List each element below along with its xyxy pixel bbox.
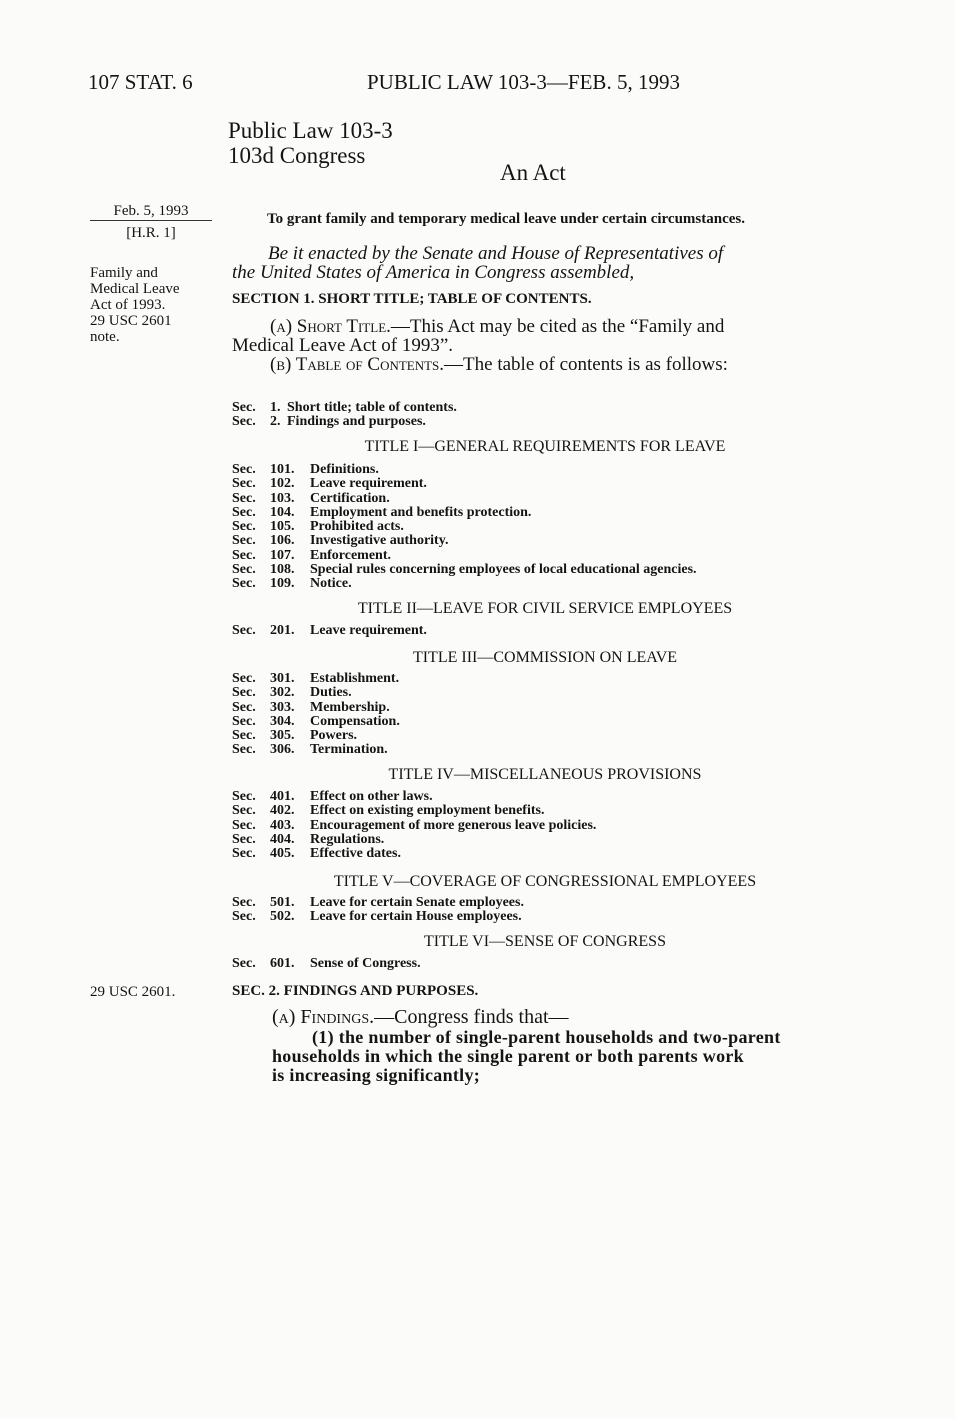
toc-row: Sec. 101. Definitions. [232,462,379,477]
toc-row: Sec. 305. Powers. [232,728,358,744]
enacting-clause [232,244,872,282]
law-heading [228,118,393,168]
short-title-label: (a) Short Title. [270,316,391,337]
toc-title-4-heading: TITLE IV—MISCELLANEOUS PROVISIONS [388,766,702,783]
toc-title-1-sections [232,463,697,592]
finding-1-line-2: households in which the single parent or both parents work [272,1046,744,1066]
section1-body [232,317,872,374]
enacting-line-2: the United States of America in Congress assembled, [232,262,635,283]
toc-label: (b) Table of Contents. [270,354,445,375]
toc-row: Sec. 306. Termination. [232,742,388,758]
margin-act-note [90,265,180,345]
an-act-label: An Act [500,160,566,185]
toc-intro-line [232,355,872,374]
toc-row: Sec. 304. Compensation. [232,713,400,729]
toc-row: Sec. 106. Investigative authority. [232,533,449,549]
toc-row: Sec. 501. Leave for certain Senate employees. [232,895,524,910]
toc-title-2-heading: TITLE II—LEAVE FOR CIVIL SERVICE EMPLOYEES [357,600,733,617]
short-title-text: —This Act may be cited as the “Family and [390,316,725,337]
finding-1-line-3: is increasing significantly; [272,1065,481,1085]
purpose-clause: To grant family and temporary medical leave under certain circumstances. [267,211,745,227]
toc-title-6-heading: TITLE VI—SENSE OF CONGRESS [424,933,666,950]
toc-title-5-heading: TITLE V—COVERAGE OF CONGRESSIONAL EMPLOYEES [333,873,757,890]
toc-row: Sec. 109. Notice. [232,576,352,592]
short-title-line [232,317,872,336]
running-head: PUBLIC LAW 103-3—FEB. 5, 1993 [367,70,680,94]
toc-row: Sec. 1. Short title; table of contents. [232,400,457,415]
finding-1-line-1: (1) the number of single-parent households and two-parent [312,1027,781,1047]
toc-row: Sec. 2. Findings and purposes. [232,414,426,430]
short-title-line-2: Medical Leave Act of 1993”. [232,335,454,356]
toc-row: Sec. 405. Effective dates. [232,846,401,862]
margin-date: Feb. 5, 1993 [90,203,212,221]
toc-row: Sec. 502. Leave for certain House employees. [232,909,522,925]
margin-note-line: 29 USC 2601 [90,313,172,329]
toc-title-3-sections [232,672,400,758]
toc-row: Sec. 601. Sense of Congress. [232,956,421,971]
margin-note-line: note. [90,329,120,345]
toc-row: Sec. 107. Enforcement. [232,547,391,563]
toc-title-4-sections [232,790,596,861]
toc-intro-text: —The table of contents is as follows: [444,354,728,375]
section1-heading: SECTION 1. SHORT TITLE; TABLE OF CONTENTS. [232,291,592,307]
toc-row: Sec. 403. Encouragement of more generous leave policies. [232,817,597,833]
toc-row: Sec. 103. Certification. [232,490,390,506]
margin-bill-number: [H.R. 1] [126,225,176,241]
toc-title-2-sections [232,624,427,638]
findings-label: (a) Findings. [272,1006,375,1028]
toc-row: Sec. 108. Special rules concerning employees of local educational agencies. [232,562,697,578]
margin-note-line: Act of 1993. [90,297,166,313]
margin-usc-findings: 29 USC 2601. [90,984,176,1000]
law-number: Public Law 103-3 [228,118,393,143]
margin-note-line: Medical Leave [90,281,180,297]
toc-row: Sec. 302. Duties. [232,685,352,701]
finding-1 [272,1028,862,1085]
toc-row: Sec. 102. Leave requirement. [232,476,427,492]
findings-text: —Congress finds that— [374,1006,569,1028]
toc-row: Sec. 402. Effect on existing employment benefits. [232,803,545,819]
toc-title-5-sections [232,896,524,925]
enacting-line-1: Be it enacted by the Senate and House of Representatives of [268,243,724,264]
toc-row: Sec. 404. Regulations. [232,831,385,847]
toc-title-3-heading: TITLE III—COMMISSION ON LEAVE [412,649,678,666]
toc-title-6-sections [232,957,421,971]
section2-heading: SEC. 2. FINDINGS AND PURPOSES. [232,983,479,999]
findings-line [272,1007,569,1027]
toc-intro-sections [232,401,457,430]
toc-row: Sec. 401. Effect on other laws. [232,789,433,804]
toc-row: Sec. 105. Prohibited acts. [232,519,404,535]
page-stat-number: 107 STAT. 6 [88,70,193,94]
toc-row: Sec. 301. Establishment. [232,671,400,686]
toc-row: Sec. 201. Leave requirement. [232,623,427,638]
toc-row: Sec. 104. Employment and benefits protection. [232,504,532,520]
toc-row: Sec. 303. Membership. [232,699,390,715]
margin-note-line: Family and [90,265,158,281]
congress-number: 103d Congress [228,143,366,168]
toc-title-1-heading: TITLE I—GENERAL REQUIREMENTS FOR LEAVE [364,438,726,455]
